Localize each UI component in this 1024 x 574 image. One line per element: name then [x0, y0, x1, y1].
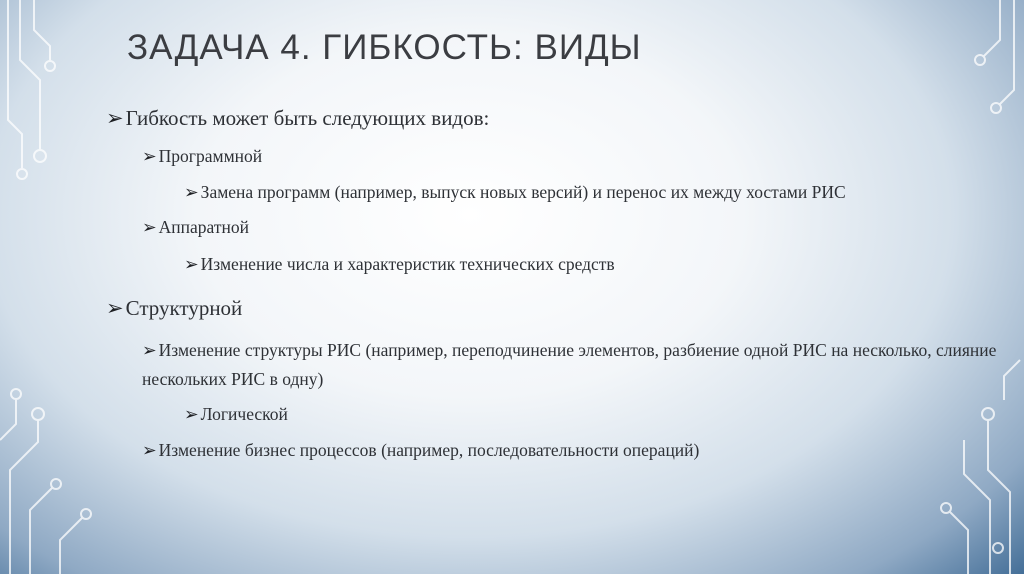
- list-item: [142, 217, 249, 238]
- list-item: [184, 254, 615, 275]
- arrow-check-icon: ➢: [106, 106, 124, 130]
- list-item: [184, 182, 846, 203]
- arrow-check-icon: ➢: [106, 296, 124, 320]
- arrow-check-icon: ➢: [142, 341, 157, 361]
- arrow-check-icon: ➢: [184, 183, 199, 203]
- arrow-check-icon: ➢: [184, 255, 199, 275]
- list-item: [142, 146, 262, 167]
- arrow-check-icon: ➢: [142, 441, 157, 461]
- arrow-check-icon: ➢: [184, 405, 199, 425]
- list-item: [142, 336, 1012, 393]
- list-item-text: Логической: [200, 404, 288, 424]
- list-item-text: Изменение числа и характеристик технических средств: [200, 254, 615, 274]
- list-item: [142, 440, 699, 461]
- list-item: [106, 106, 489, 131]
- arrow-check-icon: ➢: [142, 218, 157, 238]
- list-item-text: Программной: [158, 146, 263, 166]
- list-item-text: Изменение структуры РИС (например, переподчинение элементов, разбиение одной РИС на несколько, слияние нескольких РИС в одну): [142, 340, 997, 389]
- list-item: [184, 404, 288, 425]
- arrow-check-icon: ➢: [142, 147, 157, 167]
- list-item-text: Гибкость может быть следующих видов:: [125, 106, 490, 130]
- list-item-text: Замена программ (например, выпуск новых версий) и перенос их между хостами РИС: [200, 182, 846, 202]
- list-item: [106, 296, 242, 321]
- slide-title: ЗАДАЧА 4. ГИБКОСТЬ: ВИДЫ: [127, 28, 642, 67]
- list-item-text: Аппаратной: [158, 217, 250, 237]
- list-item-text: Изменение бизнес процессов (например, последовательности операций): [158, 440, 700, 460]
- list-item-text: Структурной: [125, 296, 243, 320]
